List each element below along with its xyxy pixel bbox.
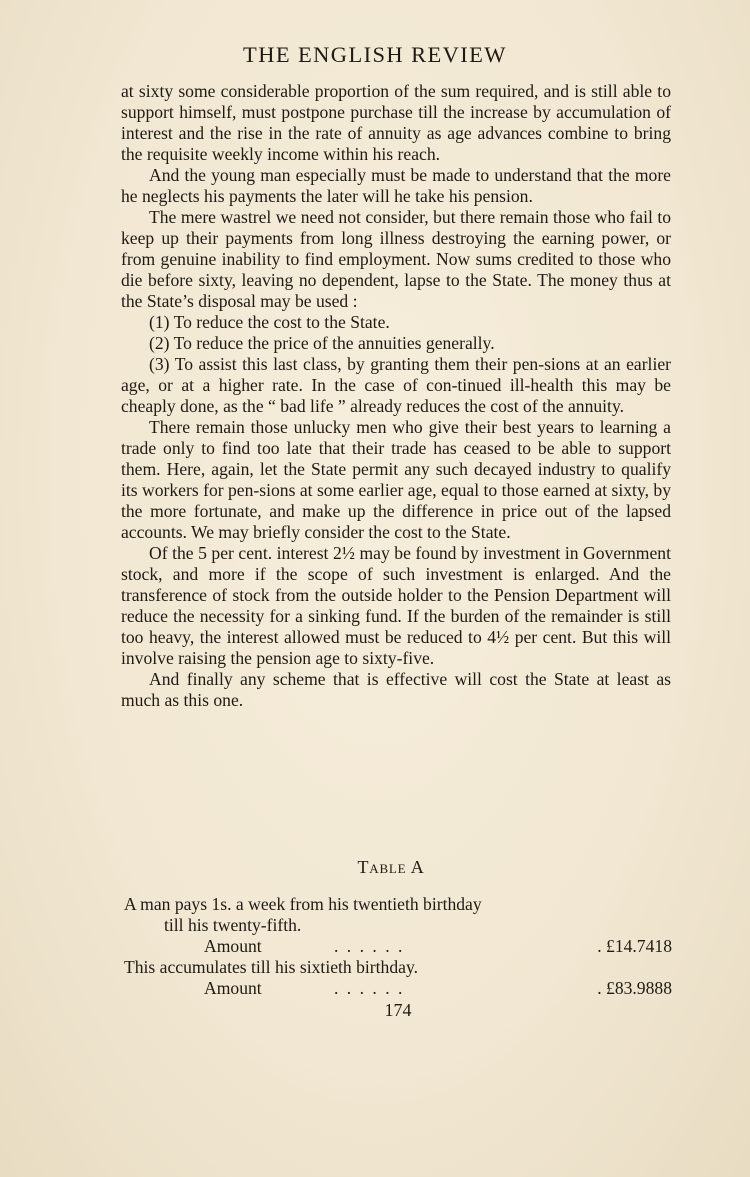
list-item: (3) To assist this last class, by granting them their pen-sions at an earlier age, or at a higher rate. In the case of con-tinued ill-health this may be cheaply done, as the “ bad life ” already reduces the cost of the annuity. (121, 354, 671, 416)
list-item: (2) To reduce the price of the annuities generally. (149, 333, 495, 353)
amount-label: Amount (204, 936, 262, 956)
table-line: This accumulates till his sixtieth birthday. (124, 957, 418, 977)
amount-value: . £14.7418 (597, 936, 672, 956)
amount-row (124, 936, 672, 957)
paragraph-continuation: at sixty some considerable proportion of the sum required, and is still able to support himself, must postpone purchase till the increase by accumulation of interest and the rise in the rate of annuity as age advances combine to bring the requisite weekly income within his reach. (121, 81, 671, 164)
list-item: (1) To reduce the cost to the State. (149, 312, 390, 332)
leader-dots: . . . . . . (334, 936, 405, 956)
table-line: till his twenty-fifth. (164, 915, 302, 935)
amount-row (124, 978, 672, 999)
page-number: 174 (384, 1000, 412, 1020)
leader-dots: . . . . . . (334, 978, 405, 998)
table-line: A man pays 1s. a week from his twentieth birthday (124, 894, 482, 914)
paragraph: And the young man especially must be made to understand that the more he neglects his payments the later will he take his pension. (121, 165, 671, 206)
amount-value: . £83.9888 (597, 978, 672, 998)
amount-label: Amount (204, 978, 262, 998)
table-title: Table A (357, 857, 425, 877)
running-title: THE ENGLISH REVIEW (243, 42, 507, 67)
body-text (121, 81, 671, 711)
paragraph: There remain those unlucky men who give their best years to learning a trade only to find too late that their trade has ceased to be able to support them. Here, again, let the State permit any such decayed industry to qualify its workers for pen-sions at some earlier age, equal to those earned at sixty, by the more fortunate, and make up the difference in price out of the lapsed accounts. We may briefly consider the cost to the State. (121, 417, 671, 542)
paragraph: The mere wastrel we need not consider, but there remain those who fail to keep up their payments from long illness destroying the earning power, or from genuine inability to find employment. Now sums credited to those who die before sixty, leaving no dependent, lapse to the State. The money thus at the State’s disposal may be used : (121, 207, 671, 311)
paragraph: And finally any scheme that is effective will cost the State at least as much as this one. (121, 669, 671, 710)
paragraph: Of the 5 per cent. interest 2½ may be found by investment in Government stock, and more if the scope of such investment is enlarged. And the transference of stock from the outside holder to the Pension Department will reduce the necessity for a sinking fund. If the burden of the remainder is still too heavy, the interest allowed must be reduced to 4½ per cent. But this will involve raising the pension age to sixty-five. (121, 543, 671, 668)
table-a (124, 894, 672, 999)
